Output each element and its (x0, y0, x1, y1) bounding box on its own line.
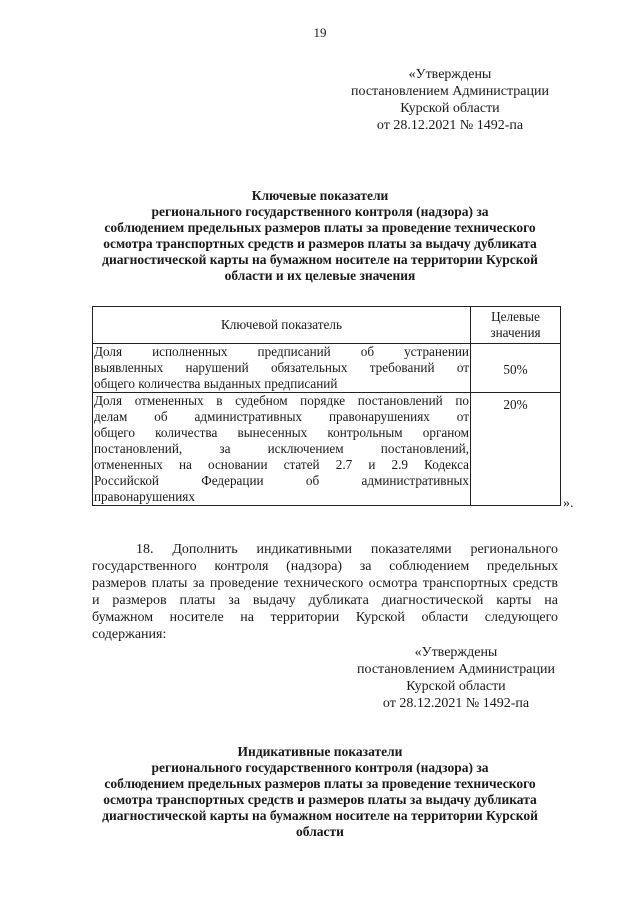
indicator-cell (93, 344, 471, 393)
indicator-line: Доля отмененных в судебном порядке постановлений по (94, 393, 469, 408)
paragraph-18 (92, 541, 558, 643)
approval-line: Курской области (400, 101, 500, 116)
key-indicators-table (92, 306, 561, 506)
table-row (93, 393, 561, 506)
title-line: осмотра транспортных средств и размеров платы за выдачу дубликата (103, 236, 537, 251)
approval-stamp-2 (336, 644, 576, 712)
target-value-cell: 50% (471, 344, 561, 393)
indicator-line: общего количества выданных предписаний (94, 376, 338, 391)
paragraph-line: бумажном носителе на территории Курской области следующего (92, 610, 558, 625)
title-line: осмотра транспортных средств и размеров платы за выдачу дубликата (103, 792, 537, 807)
indicator-line: отмененных на основании статей 2.7 и 2.9 Кодекса (94, 457, 469, 472)
title-line: области (296, 824, 344, 839)
header-target-values: Целевые значения (471, 307, 561, 344)
indicator-line: постановлений, за исключением постановлений, (94, 441, 469, 456)
title-indicative-indicators (70, 744, 570, 840)
table-header-row (93, 307, 561, 344)
paragraph-line: содержания: (92, 627, 167, 642)
indicator-cell (93, 393, 471, 506)
closing-quote: ». (563, 496, 574, 511)
approval-line: Курской области (406, 679, 506, 694)
title-line: диагностической карты на бумажном носителе на территории Курской (102, 808, 538, 823)
paragraph-line: государственного контроля (надзора) за соблюдением предельных (92, 559, 558, 574)
indicator-line: общего количества вынесенных контрольным органом (94, 425, 469, 440)
target-value-cell: 20% (471, 393, 561, 506)
approval-line: от 28.12.2021 № 1492-па (382, 696, 530, 711)
indicator-line: выявленных нарушений обязательных требований от (94, 360, 469, 375)
title-line: соблюдением предельных размеров платы за проведение технического (104, 776, 536, 791)
title-line: регионального государственного контроля (надзора) за (151, 760, 489, 775)
paragraph-line: размеров платы за проведение технического осмотра транспортных средств (92, 576, 558, 591)
indicator-line: Российской Федерации об административных (94, 473, 469, 488)
approval-line: «Утверждены (408, 67, 492, 82)
title-line: диагностической карты на бумажном носителе на территории Курской (102, 252, 538, 267)
indicator-line: Доля исполненных предписаний об устранении (94, 344, 469, 359)
title-line: Индикативные показатели (237, 744, 403, 759)
approval-line: «Утверждены (414, 645, 498, 660)
header-indicator: Ключевой показатель (93, 307, 471, 344)
title-key-indicators (70, 188, 570, 284)
approval-stamp-1 (330, 66, 570, 134)
indicator-line: делам об административных правонарушениях от (94, 409, 469, 424)
page-number: 19 (313, 25, 327, 40)
title-line: области и их целевые значения (224, 268, 416, 283)
title-line: регионального государственного контроля (надзора) за (151, 204, 489, 219)
table-row (93, 344, 561, 393)
title-line: Ключевые показатели (251, 188, 389, 203)
approval-line: от 28.12.2021 № 1492-па (376, 118, 524, 133)
paragraph-line: и размеров платы за выдачу дубликата диагностической карты на (92, 593, 558, 608)
title-line: соблюдением предельных размеров платы за проведение технического (104, 220, 536, 235)
approval-line: постановлением Администрации (351, 84, 549, 99)
approval-line: постановлением Администрации (357, 662, 555, 677)
paragraph-line: 18. Дополнить индикативными показателями регионального (136, 542, 558, 557)
indicator-line: правонарушениях (94, 489, 195, 504)
